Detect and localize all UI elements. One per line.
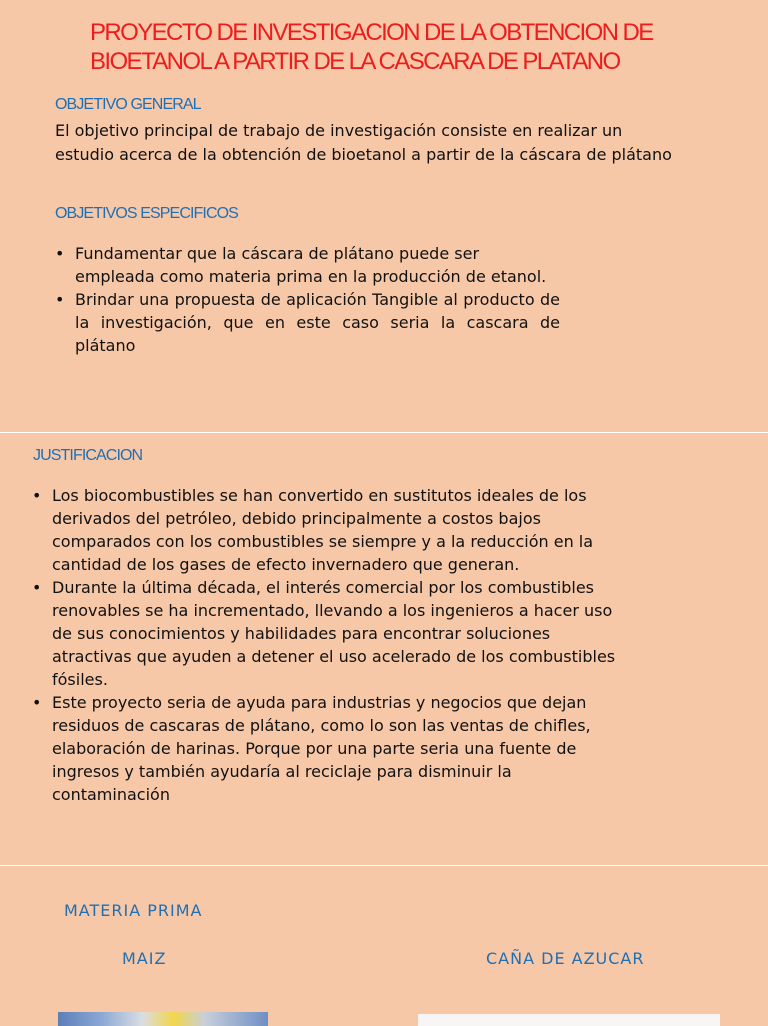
bullet-icon: • [32,486,42,505]
slide-raw-material [0,866,768,1024]
list-item [32,484,620,576]
list-item [32,576,620,691]
list-item-text: Durante la última década, el interés comercial por los combustibles renovables se ha incrementado, llevando a los ingenieros a hacer uso de sus conocimientos y habilidades para encontrar soluciones atractivas que ayuden a detener el uso acelerado de los combustibles fósiles. [52,578,616,689]
specific-objectives-heading: OBJETIVOS ESPECIFICOS [55,205,238,222]
bullet-icon: • [55,244,65,263]
slide-objectives [0,0,768,432]
list-item-text: Este proyecto seria de ayuda para industrias y negocios que dejan residuos de cascaras de plátano, como lo son las ventas de chifles, elaboración de harinas. Porque por una parte seria una fuente de ingresos y también ayudaría al reciclaje para disminuir la contaminación [52,693,591,804]
list-item [55,242,560,288]
justification-list [32,484,620,806]
justification-heading: JUSTIFICACION [33,447,143,464]
list-item [32,691,620,806]
corn-label: MAIZ [122,949,167,968]
slide-justification [0,433,768,865]
bullet-icon: • [55,290,65,309]
sugarcane-label: CAÑA DE AZUCAR [486,949,645,968]
slide-title: PROYECTO DE INVESTIGACION DE LA OBTENCION DE BIOETANOL A PARTIR DE LA CASCARA DE PLATANO [90,19,653,75]
bullet-icon: • [32,693,42,712]
general-objective-text: El objetivo principal de trabajo de investigación consiste en realizar un estudio acerca de la obtención de bioetanol a partir de la cáscara de plátano [55,121,672,164]
raw-material-heading: MATERIA PRIMA [64,901,203,920]
sugarcane-image [418,1014,720,1026]
bullet-icon: • [32,578,42,597]
list-item-text: Fundamentar que la cáscara de plátano puede ser empleada como materia prima en la producción de etanol. [75,244,547,286]
general-objective-heading: OBJETIVO GENERAL [55,96,201,113]
list-item-text: Los biocombustibles se han convertido en sustitutos ideales de los derivados del petróleo, debido principalmente a costos bajos comparados con los combustibles se siempre y a la reducción en la cantidad de los gases de efecto invernadero que generan. [52,486,594,574]
specific-objectives-list [55,242,560,357]
list-item [55,288,560,357]
list-item-text: Brindar una propuesta de aplicación Tangible al producto de la investigación, que en este caso seria la cascara de plátano [75,290,560,355]
